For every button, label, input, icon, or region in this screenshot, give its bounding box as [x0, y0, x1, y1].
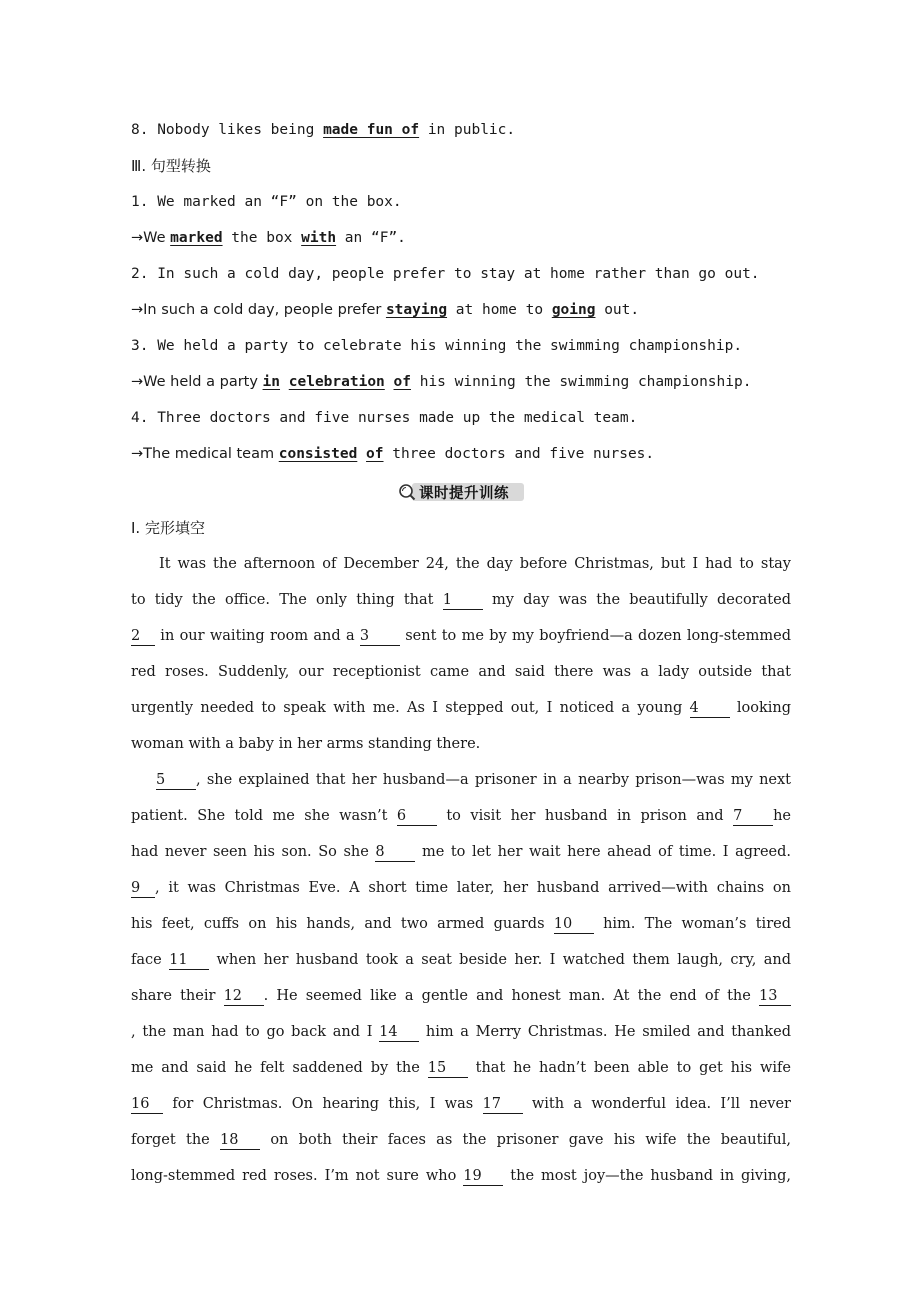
cloze-line — [131, 806, 791, 826]
cloze-line — [131, 914, 791, 934]
cloze-line — [131, 698, 791, 718]
answer-made-fun-of: made fun of — [323, 122, 420, 138]
cloze-text: had never seen his son. So she — [131, 844, 376, 860]
cloze-line — [131, 878, 791, 898]
transform-q1-rewrite: →We marked the box with an “F”. — [131, 230, 406, 246]
answer-in: in — [262, 374, 281, 390]
answer-marked: marked — [170, 230, 223, 246]
cloze-line — [131, 1058, 791, 1078]
section-title-cloze: Ⅰ. 完形填空 — [131, 519, 205, 537]
cloze-text: for Christmas. On hearing this, I was — [163, 1096, 483, 1112]
answer-going: going — [551, 302, 596, 318]
cloze-text: in our waiting room and a — [155, 628, 360, 644]
cloze-blank-12[interactable]: 12 — [224, 988, 264, 1006]
answer-staying: staying — [385, 302, 448, 318]
cloze-line — [131, 1166, 791, 1186]
cloze-text: It was the afternoon of December 24, the day before Christmas, but I had to stay — [131, 556, 791, 572]
section-title-sentence-transformation: Ⅲ. 句型转换 — [131, 157, 211, 175]
cloze-line — [131, 1130, 791, 1150]
cloze-text: long-stemmed red roses. I’m not sure who — [131, 1168, 464, 1184]
cloze-line — [131, 950, 791, 970]
cloze-text: him. The woman’s tired — [593, 916, 791, 932]
cloze-text: red roses. Suddenly, our receptionist came and said there was a lady outside that — [131, 664, 791, 680]
transform-q3-original: 3. We held a party to celebrate his winning the swimming championship. — [131, 338, 743, 354]
cloze-line — [131, 1022, 791, 1042]
transform-q1-original: 1. We marked an “F” on the box. — [131, 194, 402, 210]
cloze-line — [131, 842, 791, 862]
transform-q4-rewrite: →The medical team consisted of three doctors and five nurses. — [131, 446, 655, 462]
cloze-line — [131, 590, 791, 610]
cloze-blank-1[interactable]: 1 — [443, 592, 483, 610]
transform-q4-original: 4. Three doctors and five nurses made up the medical team. — [131, 410, 638, 426]
cloze-text: with a wonderful idea. I’ll never — [522, 1096, 791, 1112]
cloze-line — [131, 986, 791, 1006]
cloze-text: urgently needed to speak with me. As I stepped out, I noticed a young — [131, 700, 690, 716]
cloze-blank-3[interactable]: 3 — [360, 628, 400, 646]
cloze-blank-2[interactable]: 2 — [131, 628, 155, 646]
cloze-line — [131, 662, 791, 682]
cloze-blank-6[interactable]: 6 — [397, 808, 437, 826]
cloze-blank-17[interactable]: 17 — [483, 1096, 523, 1114]
cloze-text: woman with a baby in her arms standing there. — [131, 736, 481, 752]
cloze-blank-5[interactable]: 5 — [156, 772, 196, 790]
cloze-blank-4[interactable]: 4 — [690, 700, 730, 718]
cloze-blank-15[interactable]: 15 — [428, 1060, 468, 1078]
cloze-blank-14[interactable]: 14 — [379, 1024, 419, 1042]
cloze-text: share their — [131, 988, 224, 1004]
cloze-text: looking — [729, 700, 791, 716]
cloze-text: his feet, cuffs on his hands, and two armed guards — [131, 916, 554, 932]
cloze-text: , the man had to go back and I — [131, 1024, 380, 1040]
cloze-text: me and said he felt saddened by the — [131, 1060, 428, 1076]
cloze-text: that he hadn’t been able to get his wife — [467, 1060, 791, 1076]
cloze-blank-18[interactable]: 18 — [220, 1132, 260, 1150]
cloze-blank-8[interactable]: 8 — [375, 844, 415, 862]
cloze-line — [131, 1094, 791, 1114]
cloze-text: , she explained that her husband—a prisoner in a nearby prison—was my next — [195, 772, 791, 788]
answer-of: of — [366, 446, 384, 462]
transform-q2-original: 2. In such a cold day, people prefer to stay at home rather than go out. — [131, 266, 760, 282]
exercise-item-8: 8. Nobody likes being made fun of in public. — [131, 122, 516, 138]
cloze-blank-7[interactable]: 7 — [733, 808, 773, 826]
cloze-text: patient. She told me she wasn’t — [131, 808, 397, 824]
cloze-text: him a Merry Christmas. He smiled and thanked — [419, 1024, 792, 1040]
section-heading-label: 课时提升训练 — [419, 485, 509, 502]
cloze-text: when her husband took a seat beside her. I watched them laugh, cry, and — [209, 952, 792, 968]
cloze-blank-19[interactable]: 19 — [463, 1168, 503, 1186]
cloze-text: to visit her husband in prison and — [436, 808, 734, 824]
cloze-line — [131, 626, 791, 646]
cloze-text: . He seemed like a gentle and honest man. At the end of the — [263, 988, 759, 1004]
cloze-text: to tidy the office. The only thing that — [131, 592, 443, 608]
cloze-blank-10[interactable]: 10 — [554, 916, 594, 934]
section-heading-badge — [398, 482, 509, 502]
cloze-text: , it was Christmas Eve. A short time later, her husband arrived—with chains on — [155, 880, 791, 896]
cloze-text: on both their faces as the prisoner gave his wife the beautiful, — [260, 1132, 792, 1148]
answer-consisted: consisted — [278, 446, 358, 462]
answer-with: with — [301, 230, 337, 246]
transform-q2-rewrite: →In such a cold day, people prefer staying at home to going out. — [131, 302, 640, 318]
cloze-text: forget the — [131, 1132, 221, 1148]
cloze-blank-16[interactable]: 16 — [131, 1096, 163, 1114]
cloze-text: my day was the beautifully decorated — [482, 592, 791, 608]
cloze-blank-11[interactable]: 11 — [169, 952, 209, 970]
cloze-text: face — [131, 952, 170, 968]
cloze-blank-13[interactable]: 13 — [759, 988, 791, 1006]
cloze-text — [131, 772, 156, 788]
cloze-text: the most joy—the husband in giving, — [503, 1168, 791, 1184]
cloze-blank-9[interactable]: 9 — [131, 880, 155, 898]
magnifier-icon — [398, 483, 416, 501]
cloze-text: sent to me by my boyfriend—a dozen long-stemmed — [399, 628, 791, 644]
answer-celebration: celebration — [288, 374, 385, 390]
cloze-line — [131, 734, 791, 754]
answer-of: of — [393, 374, 411, 390]
cloze-text: he — [773, 808, 791, 824]
transform-q3-rewrite: →We held a party in celebration of his winning the swimming championship. — [131, 374, 752, 390]
cloze-text: me to let her wait here ahead of time. I agreed. — [415, 844, 791, 860]
cloze-line — [131, 554, 791, 574]
cloze-line — [131, 770, 791, 790]
